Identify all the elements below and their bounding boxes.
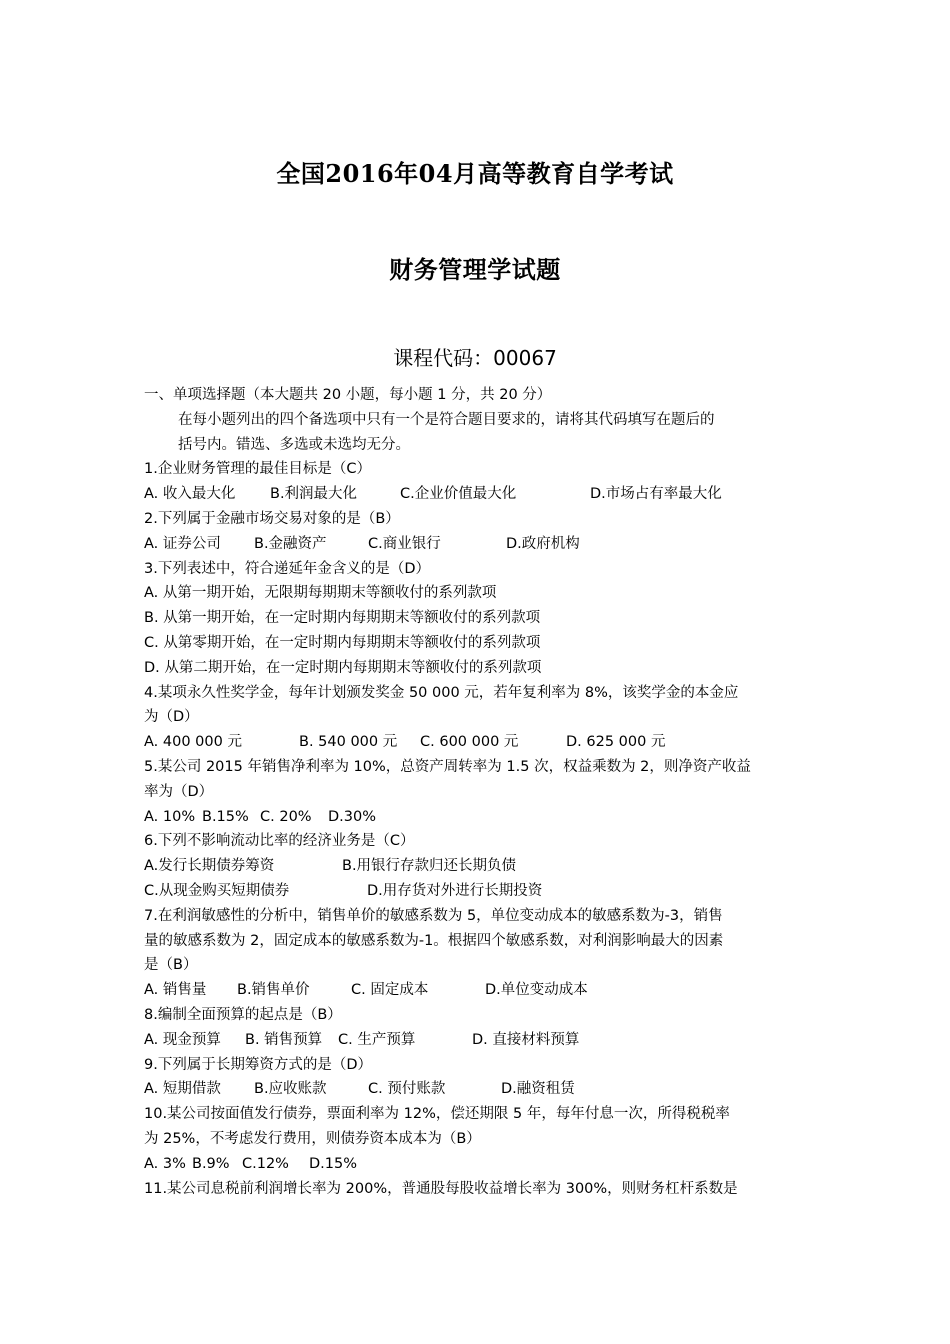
option-a: A. 400 000 元 — [144, 734, 242, 751]
option-b: B.金融资产 — [254, 535, 327, 552]
option-a: A. 3% — [144, 1155, 186, 1172]
option-c: C. 600 000 元 — [420, 734, 519, 751]
option-a: A.发行长期债券筹资 — [144, 858, 275, 875]
option-d: D. 从第二期开始，在一定时期内每期期末等额收付的系列款项 — [144, 659, 542, 676]
option-c: C.企业价值最大化 — [400, 486, 517, 503]
option-c: C.12% — [242, 1155, 289, 1172]
option-d: D.市场占有率最大化 — [590, 486, 722, 503]
option-b: B.销售单价 — [237, 982, 310, 999]
section-heading: 一、单项选择题（本大题共 20 小题，每小题 1 分，共 20 分） — [144, 387, 552, 403]
question-stem: 6.下列不影响流动比率的经济业务是（C） — [144, 833, 415, 850]
option-d: D.单位变动成本 — [485, 982, 588, 999]
option-c: C. 生产预算 — [338, 1031, 416, 1048]
section-instruction: 在每小题列出的四个备选项中只有一个是符合题目要求的，请将其代码填写在题后的 — [178, 411, 715, 428]
option-a: A. 从第一期开始，无限期每期期末等额收付的系列款项 — [144, 585, 497, 602]
option-d: D.用存货对外进行长期投资 — [367, 882, 543, 899]
option-c: C. 固定成本 — [351, 982, 429, 999]
question-options — [144, 1077, 814, 1102]
question-options — [144, 805, 814, 830]
exam-title: 全国2016年04月高等教育自学考试 — [276, 159, 674, 188]
option-b: B. 540 000 元 — [299, 734, 398, 751]
question-options — [144, 978, 814, 1003]
question-stem: 1.企业财务管理的最佳目标是（C） — [144, 461, 371, 478]
question-stem: 量的敏感系数为 2，固定成本的敏感系数为-1。根据四个敏感系数，对利润影响最大的因素 — [144, 932, 724, 949]
subject-title: 财务管理学试题 — [389, 255, 561, 284]
course-code: 课程代码：00067 — [393, 346, 557, 370]
option-b: B. 从第一期开始，在一定时期内每期期末等额收付的系列款项 — [144, 610, 541, 627]
question-stem: 4.某项永久性奖学金，每年计划颁发奖金 50 000 元，若年复利率为 8%，该奖学金的本金应 — [144, 684, 739, 701]
question-stem: 是（B） — [144, 957, 198, 974]
option-d: D. 625 000 元 — [566, 734, 666, 751]
option-b: B. 销售预算 — [245, 1031, 323, 1048]
option-a: A. 收入最大化 — [144, 486, 236, 503]
question-stem: 11.某公司息税前利润增长率为 200%，普通股每股收益增长率为 300%，则财务杠杆系数是 — [144, 1180, 738, 1197]
option-d: D.15% — [309, 1155, 358, 1172]
section-instruction: 括号内。错选、多选或未选均无分。 — [178, 436, 410, 453]
option-c: C. 预付账款 — [368, 1081, 446, 1098]
exam-content — [144, 383, 814, 1201]
option-b: B.15% — [202, 808, 249, 825]
option-a: A. 证券公司 — [144, 535, 221, 552]
question-options — [144, 730, 814, 755]
option-b: B.9% — [192, 1155, 230, 1172]
question-stem: 2.下列属于金融市场交易对象的是（B） — [144, 510, 400, 527]
option-a: A. 销售量 — [144, 982, 207, 999]
question-stem: 为（D） — [144, 709, 199, 726]
option-b: B.应收账款 — [254, 1081, 327, 1098]
question-stem: 3.下列表述中，符合递延年金含义的是（D） — [144, 560, 430, 577]
option-b: B.用银行存款归还长期负债 — [342, 858, 517, 875]
question-options — [144, 1152, 814, 1177]
option-d: D.融资租赁 — [501, 1081, 575, 1098]
question-stem: 10.某公司按面值发行债券，票面利率为 12%，偿还期限 5 年，每年付息一次，所得税税率 — [144, 1106, 730, 1123]
question-stem: 9.下列属于长期筹资方式的是（D） — [144, 1056, 372, 1073]
question-options — [144, 879, 814, 904]
option-a: A. 现金预算 — [144, 1031, 221, 1048]
question-stem: 7.在利润敏感性的分析中，销售单价的敏感系数为 5，单位变动成本的敏感系数为-3，销售 — [144, 907, 723, 924]
question-options — [144, 532, 814, 557]
option-d: D. 直接材料预算 — [472, 1031, 580, 1048]
option-c: C.从现金购买短期债券 — [144, 882, 290, 899]
option-a: A. 10% — [144, 808, 196, 825]
question-stem: 率为（D） — [144, 783, 214, 800]
option-c: C. 从第零期开始，在一定时期内每期期末等额收付的系列款项 — [144, 634, 541, 651]
option-d: D.政府机构 — [506, 535, 580, 552]
question-options — [144, 482, 814, 507]
option-c: C. 20% — [260, 808, 312, 825]
question-stem: 8.编制全面预算的起点是（B） — [144, 1006, 342, 1023]
question-stem: 5.某公司 2015 年销售净利率为 10%，总资产周转率为 1.5 次，权益乘数为 2，则净资产收益 — [144, 758, 751, 775]
question-options — [144, 1028, 814, 1053]
option-c: C.商业银行 — [368, 535, 441, 552]
option-a: A. 短期借款 — [144, 1081, 221, 1098]
option-d: D.30% — [328, 808, 377, 825]
option-b: B.利润最大化 — [270, 486, 358, 503]
question-options — [144, 854, 814, 879]
question-stem: 为 25%，不考虑发行费用，则债券资本成本为（B） — [144, 1130, 481, 1147]
